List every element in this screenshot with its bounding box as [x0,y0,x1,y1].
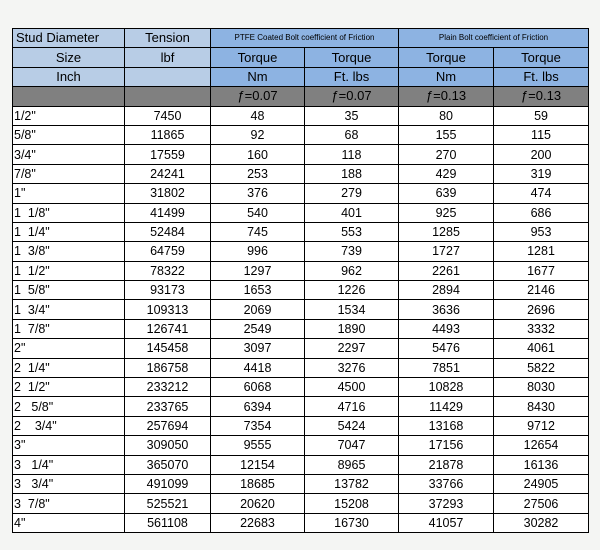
table-row [13,145,589,164]
ptfe-ft-cell: 16730 [305,513,399,532]
header-row-3 [13,67,589,86]
ptfe-nm-cell: 9555 [211,436,305,455]
stud-size-cell: 1 1/8" [13,203,125,222]
plain-ft-coefficient: ƒ=0.13 [494,87,589,106]
table-row [13,436,589,455]
tension-cell: 365070 [125,455,211,474]
table-row [13,319,589,338]
plain-nm-cell: 270 [399,145,494,164]
ptfe-nm-cell: 745 [211,222,305,241]
ptfe-ft-cell: 35 [305,106,399,125]
plain-ft-cell: 115 [494,125,589,144]
table-row [13,378,589,397]
plain-nm-cell: 37293 [399,494,494,513]
plain-ft-cell: 12654 [494,436,589,455]
table-row [13,261,589,280]
stud-size-cell: 3/4" [13,145,125,164]
plain-nm-cell: 10828 [399,378,494,397]
tension-cell: 561108 [125,513,211,532]
plain-ft-cell: 24905 [494,474,589,493]
ptfe-ft-cell: 3276 [305,358,399,377]
plain-ft-cell: 953 [494,222,589,241]
table-row [13,242,589,261]
ptfe-ft-cell: 118 [305,145,399,164]
plain-nm-unit: Nm [399,67,494,86]
ptfe-ft-cell: 2297 [305,339,399,358]
plain-nm-cell: 80 [399,106,494,125]
plain-nm-cell: 429 [399,164,494,183]
ptfe-ft-coefficient: ƒ=0.07 [305,87,399,106]
stud-size-cell: 2 1/4" [13,358,125,377]
tension-cell: 17559 [125,145,211,164]
ptfe-ft-cell: 4500 [305,378,399,397]
plain-nm-cell: 17156 [399,436,494,455]
stud-size-cell: 3 7/8" [13,494,125,513]
ptfe-ft-cell: 68 [305,125,399,144]
ptfe-friction-header: PTFE Coated Bolt coefficient of Friction [211,29,399,48]
plain-nm-cell: 1285 [399,222,494,241]
ptfe-ftlbs-unit: Ft. lbs [305,67,399,86]
plain-nm-cell: 41057 [399,513,494,532]
stud-size-cell: 1 7/8" [13,319,125,338]
stud-size-cell: 2 5/8" [13,397,125,416]
plain-ft-cell: 1677 [494,261,589,280]
plain-nm-cell: 21878 [399,455,494,474]
ptfe-nm-cell: 4418 [211,358,305,377]
ptfe-nm-cell: 12154 [211,455,305,474]
tension-cell: 126741 [125,319,211,338]
ptfe-ft-cell: 1890 [305,319,399,338]
table-row [13,339,589,358]
tension-cell: 233765 [125,397,211,416]
ptfe-nm-cell: 376 [211,184,305,203]
ptfe-nm-cell: 996 [211,242,305,261]
ptfe-ft-cell: 1226 [305,281,399,300]
plain-ft-cell: 8430 [494,397,589,416]
plain-friction-header: Plain Bolt coefficient of Friction [399,29,589,48]
ptfe-nm-cell: 18685 [211,474,305,493]
tension-cell: 78322 [125,261,211,280]
table-row [13,474,589,493]
stud-size-cell: 2 3/4" [13,416,125,435]
tension-cell: 24241 [125,164,211,183]
table-row [13,358,589,377]
tension-cell: 7450 [125,106,211,125]
ptfe-nm-cell: 1297 [211,261,305,280]
tension-header: Tension [125,29,211,48]
plain-ft-cell: 1281 [494,242,589,261]
tension-cell: 93173 [125,281,211,300]
plain-nm-cell: 2261 [399,261,494,280]
table-row [13,416,589,435]
tension-cell: 257694 [125,416,211,435]
ptfe-torque-nm-header: Torque [211,48,305,67]
ptfe-nm-cell: 1653 [211,281,305,300]
ptfe-ft-cell: 4716 [305,397,399,416]
inch-header: Inch [13,67,125,86]
stud-size-cell: 1 3/4" [13,300,125,319]
ptfe-nm-unit: Nm [211,67,305,86]
stud-size-cell: 1 5/8" [13,281,125,300]
table-row [13,164,589,183]
ptfe-nm-cell: 20620 [211,494,305,513]
table-row [13,281,589,300]
table-body [13,106,589,533]
stud-size-cell: 4" [13,513,125,532]
stud-size-cell: 1" [13,184,125,203]
tension-cell: 31802 [125,184,211,203]
header-row-4 [13,87,589,106]
stud-size-cell: 2 1/2" [13,378,125,397]
plain-ft-cell: 200 [494,145,589,164]
stud-size-cell: 2" [13,339,125,358]
ptfe-ft-cell: 401 [305,203,399,222]
plain-ftlbs-unit: Ft. lbs [494,67,589,86]
tension-cell: 64759 [125,242,211,261]
stud-size-cell: 1 3/8" [13,242,125,261]
tension-cell: 41499 [125,203,211,222]
plain-nm-cell: 1727 [399,242,494,261]
table-row [13,106,589,125]
stud-diameter-header: Stud Diameter [13,29,125,48]
ptfe-nm-coefficient: ƒ=0.07 [211,87,305,106]
plain-ft-cell: 4061 [494,339,589,358]
table-row [13,222,589,241]
table-row [13,184,589,203]
tension-cell: 233212 [125,378,211,397]
tension-cell: 11865 [125,125,211,144]
tension-cell: 52484 [125,222,211,241]
ptfe-nm-cell: 253 [211,164,305,183]
plain-torque-ft-header: Torque [494,48,589,67]
ptfe-nm-cell: 22683 [211,513,305,532]
ptfe-torque-ft-header: Torque [305,48,399,67]
torque-table-sheet [12,28,588,532]
plain-ft-cell: 8030 [494,378,589,397]
size-header: Size [13,48,125,67]
plain-nm-cell: 2894 [399,281,494,300]
table-row [13,494,589,513]
table-row [13,300,589,319]
tension-cell: 309050 [125,436,211,455]
plain-ft-cell: 30282 [494,513,589,532]
ptfe-ft-cell: 7047 [305,436,399,455]
stud-size-cell: 3" [13,436,125,455]
ptfe-nm-cell: 6068 [211,378,305,397]
ptfe-nm-cell: 160 [211,145,305,164]
plain-nm-cell: 639 [399,184,494,203]
plain-nm-cell: 13168 [399,416,494,435]
plain-ft-cell: 16136 [494,455,589,474]
gray-blank-cell [125,87,211,106]
ptfe-ft-cell: 739 [305,242,399,261]
header-row-2 [13,48,589,67]
stud-size-cell: 1 1/2" [13,261,125,280]
plain-nm-cell: 5476 [399,339,494,358]
ptfe-nm-cell: 48 [211,106,305,125]
tension-cell: 145458 [125,339,211,358]
table-row [13,455,589,474]
plain-nm-cell: 925 [399,203,494,222]
lbf-header: lbf [125,48,211,67]
ptfe-ft-cell: 188 [305,164,399,183]
plain-nm-cell: 4493 [399,319,494,338]
ptfe-ft-cell: 8965 [305,455,399,474]
ptfe-nm-cell: 92 [211,125,305,144]
ptfe-nm-cell: 540 [211,203,305,222]
ptfe-ft-cell: 13782 [305,474,399,493]
ptfe-nm-cell: 2549 [211,319,305,338]
stud-size-cell: 1/2" [13,106,125,125]
table-row [13,397,589,416]
gray-blank-cell [13,87,125,106]
ptfe-nm-cell: 7354 [211,416,305,435]
header-row-1 [13,29,589,48]
stud-size-cell: 1 1/4" [13,222,125,241]
ptfe-ft-cell: 1534 [305,300,399,319]
tension-unit-blank [125,67,211,86]
tension-cell: 491099 [125,474,211,493]
plain-nm-cell: 3636 [399,300,494,319]
plain-torque-nm-header: Torque [399,48,494,67]
plain-ft-cell: 474 [494,184,589,203]
plain-ft-cell: 9712 [494,416,589,435]
ptfe-ft-cell: 553 [305,222,399,241]
ptfe-nm-cell: 2069 [211,300,305,319]
stud-size-cell: 3 3/4" [13,474,125,493]
plain-nm-cell: 155 [399,125,494,144]
plain-ft-cell: 27506 [494,494,589,513]
stud-size-cell: 7/8" [13,164,125,183]
plain-nm-cell: 7851 [399,358,494,377]
plain-ft-cell: 3332 [494,319,589,338]
stud-size-cell: 3 1/4" [13,455,125,474]
tension-cell: 109313 [125,300,211,319]
ptfe-ft-cell: 5424 [305,416,399,435]
stud-size-cell: 5/8" [13,125,125,144]
plain-nm-cell: 33766 [399,474,494,493]
ptfe-ft-cell: 279 [305,184,399,203]
plain-nm-cell: 11429 [399,397,494,416]
ptfe-nm-cell: 6394 [211,397,305,416]
plain-ft-cell: 2146 [494,281,589,300]
table-row [13,203,589,222]
ptfe-ft-cell: 962 [305,261,399,280]
plain-ft-cell: 59 [494,106,589,125]
tension-cell: 525521 [125,494,211,513]
plain-nm-coefficient: ƒ=0.13 [399,87,494,106]
ptfe-nm-cell: 3097 [211,339,305,358]
table-row [13,125,589,144]
plain-ft-cell: 2696 [494,300,589,319]
plain-ft-cell: 319 [494,164,589,183]
plain-ft-cell: 5822 [494,358,589,377]
torque-table [12,28,589,533]
ptfe-ft-cell: 15208 [305,494,399,513]
table-row [13,513,589,532]
tension-cell: 186758 [125,358,211,377]
plain-ft-cell: 686 [494,203,589,222]
